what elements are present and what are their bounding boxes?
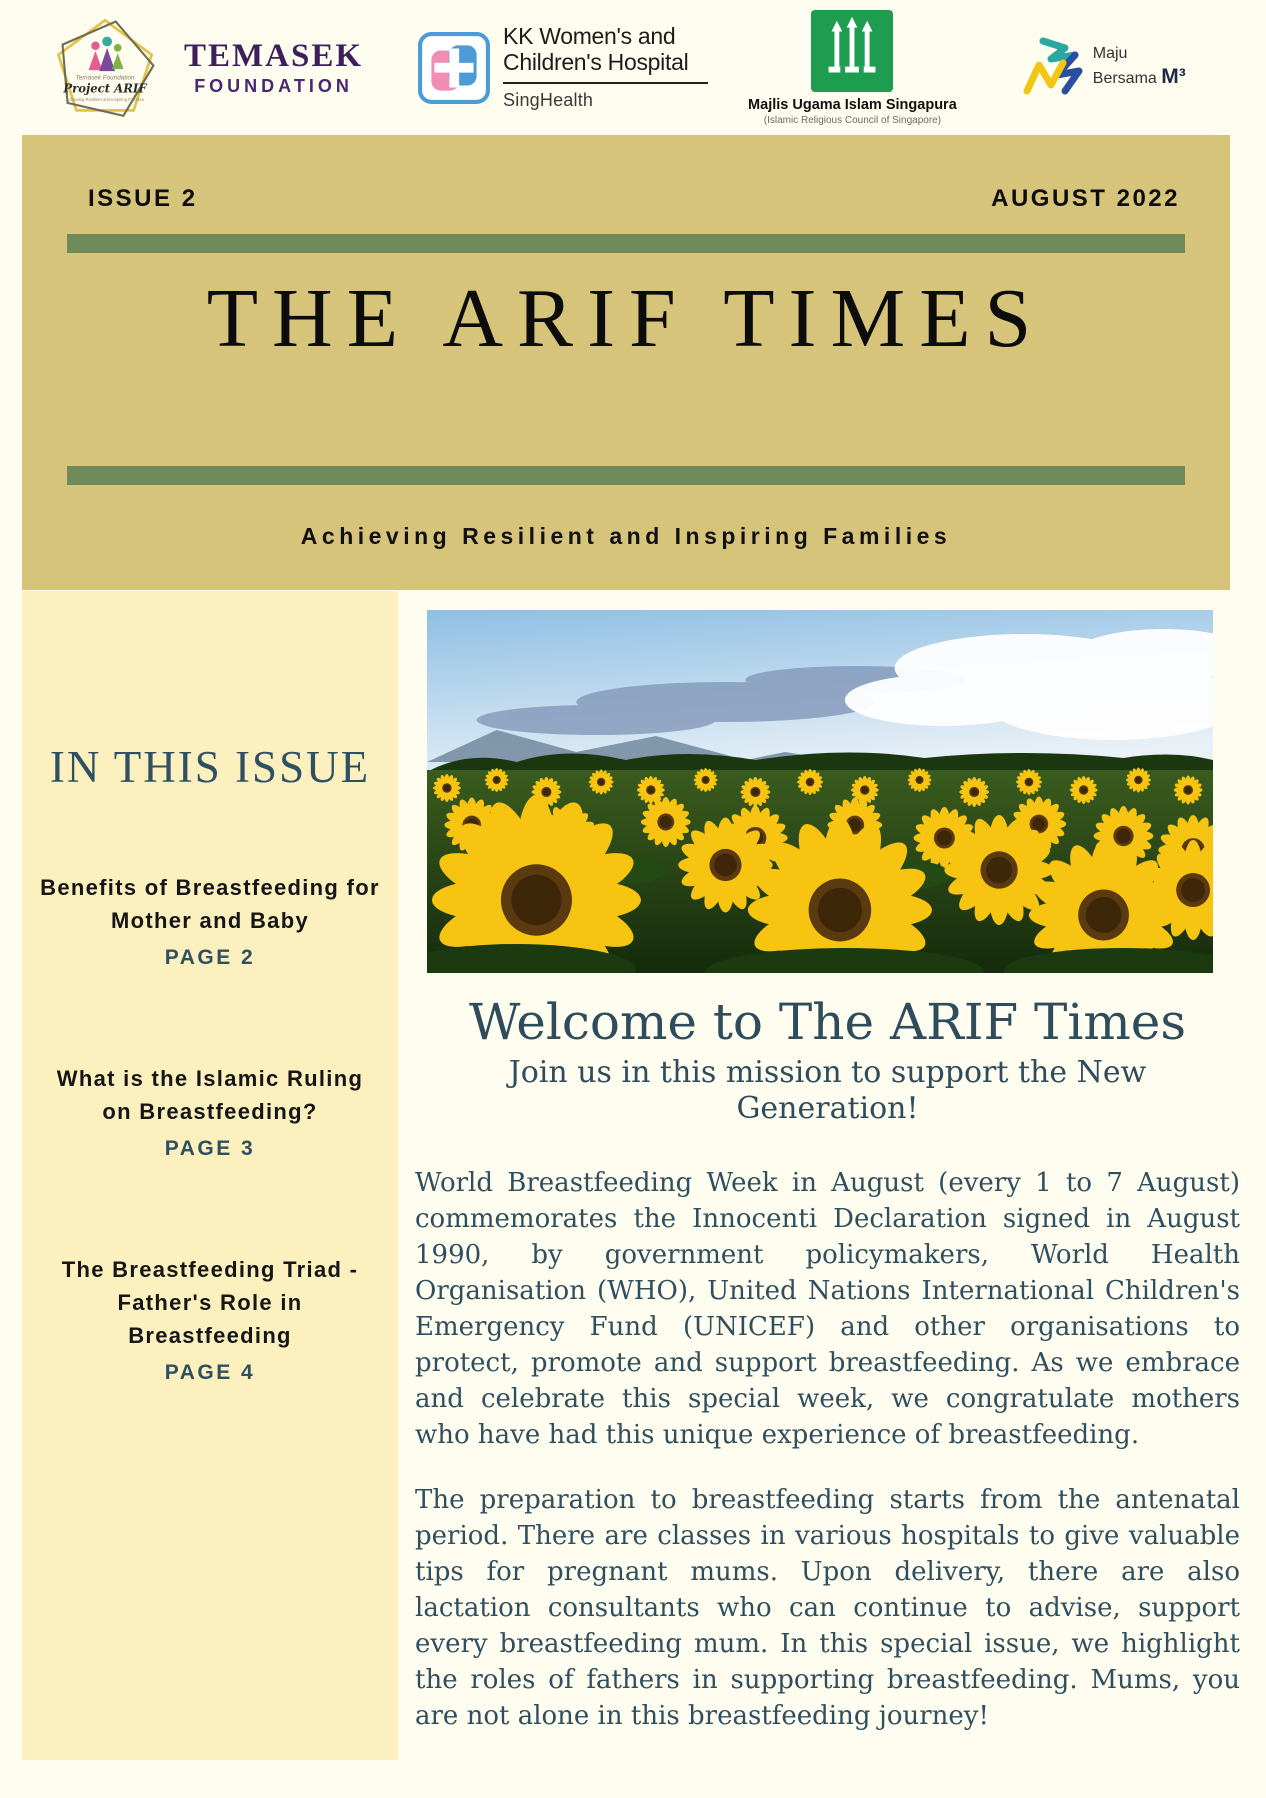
kkh-divider xyxy=(503,82,708,84)
toc-item-page: PAGE 2 xyxy=(164,945,256,969)
kkh-name-line2: Children's Hospital xyxy=(503,48,689,75)
toc-item-title: What is the Islamic Ruling on Breastfeeding? xyxy=(56,1065,364,1124)
m3-bird-icon xyxy=(1015,33,1089,103)
welcome-subtitle: Join us in this mission to support the New Generation! xyxy=(508,1055,1147,1126)
muis-name: Majlis Ugama Islam Singapura xyxy=(748,96,957,113)
m3-maju-label: Maju xyxy=(1092,45,1128,63)
sunflower-field-photo xyxy=(427,610,1213,973)
family-figures-icon xyxy=(89,36,124,71)
kkh-cross-icon xyxy=(417,31,491,105)
toc-item-page: PAGE 3 xyxy=(164,1136,256,1160)
arif-name-label: Project ARIF xyxy=(63,80,147,95)
welcome-title: Welcome to The ARIF Times xyxy=(468,993,1187,1051)
divider-bottom xyxy=(67,466,1185,485)
toc-item-islamic-ruling xyxy=(40,1062,380,1161)
muis-logo xyxy=(748,10,957,126)
temasek-wordmark: TEMASEK xyxy=(184,38,364,74)
divider-top xyxy=(67,234,1185,253)
toc-item-breastfeeding-triad xyxy=(40,1253,380,1385)
toc-item-title: Benefits of Breastfeeding for Mother and Baby xyxy=(40,874,380,933)
kkh-singhealth-logo xyxy=(417,24,708,112)
arif-script-label: Temasek Foundation xyxy=(75,74,135,82)
muis-subtitle: (Islamic Religious Council of Singapore) xyxy=(763,114,942,126)
project-arif-pentagon-icon xyxy=(52,12,158,124)
logo-header xyxy=(0,0,1266,135)
maju-bersama-logo xyxy=(1015,33,1186,103)
date-label: AUGUST 2022 xyxy=(991,185,1180,212)
kkh-name-line1: KK Women's and xyxy=(503,22,676,49)
sidebar-heading: IN THIS ISSUE xyxy=(49,742,371,792)
article-paragraph-1: World Breastfeeding Week in August (every 1 to 7 August) commemorates the Innocenti Declaration signed in August 1990, by government policymakers, World Health Organisation (WHO), United Nations International Children's Emergency Fund (UNICEF) and other organisations to protect, promote and support breastfeeding. As we embrace and celebrate this special week, we congratulate mothers who have had this unique experience of breastfeeding. xyxy=(415,1168,1240,1450)
arif-tagline-label: Achieving Resilient and Inspiring Families xyxy=(66,96,144,102)
main-article xyxy=(398,591,1266,1734)
m3-bersama-label: Bersama xyxy=(1092,70,1157,88)
temasek-foundation-logo xyxy=(184,40,363,95)
article-paragraph-2: The preparation to breastfeeding starts from the antenatal period. There are classes in various hospitals to give valuable tips for pregnant mums. Upon delivery, there are also lactation consultants who can continue to advise, support every breastfeeding mum. In this special issue, we highlight the roles of fathers in supporting breastfeeding. Mums, you are not alone in this breastfeeding journey! xyxy=(415,1485,1240,1731)
m3-mark: M³ xyxy=(1161,65,1186,89)
newsletter-title: THE ARIF TIMES xyxy=(206,272,1046,365)
sidebar xyxy=(22,591,398,1760)
singhealth-label: SingHealth xyxy=(503,90,594,111)
muis-mosque-icon xyxy=(811,10,893,92)
toc-item-benefits xyxy=(40,871,380,970)
project-arif-logo xyxy=(52,12,158,124)
foundation-wordmark: FOUNDATION xyxy=(194,76,353,96)
toc-item-page: PAGE 4 xyxy=(164,1360,256,1384)
issue-label: ISSUE 2 xyxy=(88,185,198,212)
newsletter-tagline: Achieving Resilient and Inspiring Families xyxy=(300,523,952,549)
masthead-banner xyxy=(22,135,1230,590)
toc-item-title: The Breastfeeding Triad - Father's Role in Breastfeeding xyxy=(61,1256,359,1348)
